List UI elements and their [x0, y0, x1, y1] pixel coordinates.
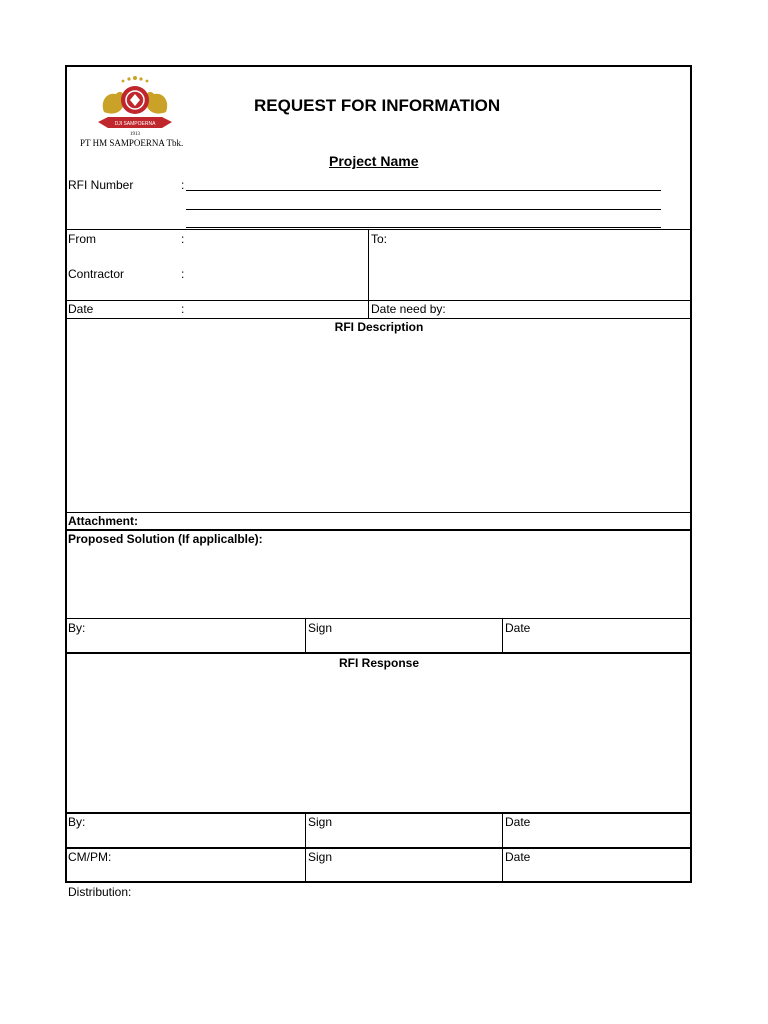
divider — [502, 618, 503, 653]
divider — [66, 318, 692, 319]
date-colon: : — [181, 302, 185, 316]
rfi-number-line-2[interactable] — [186, 209, 661, 210]
date-label: Date — [68, 302, 94, 316]
proposed-solution-area[interactable] — [67, 548, 691, 616]
divider — [66, 652, 692, 654]
divider — [66, 512, 692, 513]
divider — [368, 229, 369, 318]
svg-text:1913: 1913 — [130, 132, 140, 137]
rfi-number-colon: : — [181, 178, 185, 192]
divider — [66, 300, 692, 301]
sign-label: Sign — [308, 815, 333, 829]
rfi-number-label: RFI Number — [68, 178, 134, 192]
rfi-description-heading: RFI Description — [334, 320, 424, 334]
proposed-solution-label: Proposed Solution (If applicalble): — [68, 532, 263, 546]
by-label: By: — [68, 621, 86, 635]
from-colon: : — [181, 232, 185, 246]
date-col-label: Date — [505, 815, 531, 829]
company-name: PT HM SAMPOERNA Tbk. — [80, 138, 184, 148]
rfi-number-line-1[interactable] — [186, 190, 661, 191]
by-label: By: — [68, 815, 86, 829]
divider — [66, 847, 692, 849]
rfi-description-area[interactable] — [67, 336, 691, 511]
attachment-label: Attachment: — [68, 514, 139, 528]
divider — [66, 229, 692, 230]
contractor-colon: : — [181, 267, 185, 281]
sign-label: Sign — [308, 850, 333, 864]
rfi-number-line-3[interactable] — [186, 227, 661, 228]
from-label: From — [68, 232, 96, 246]
sign-label: Sign — [308, 621, 333, 635]
date-col-label: Date — [505, 621, 531, 635]
company-logo — [92, 72, 178, 138]
distribution-label: Distribution: — [68, 885, 132, 899]
divider — [305, 618, 306, 653]
svg-text:DJI SAMPOERNA: DJI SAMPOERNA — [114, 121, 156, 127]
divider — [66, 618, 692, 619]
form-title: REQUEST FOR INFORMATION — [254, 96, 501, 115]
contractor-label: Contractor — [68, 267, 125, 281]
cmpm-label: CM/PM: — [68, 850, 112, 864]
divider — [66, 812, 692, 814]
project-name: Project Name — [329, 153, 419, 169]
divider — [66, 529, 692, 531]
date-col-label: Date — [505, 850, 531, 864]
rfi-response-area[interactable] — [67, 672, 691, 810]
to-label: To: — [371, 232, 388, 246]
date-need-label: Date need by: — [371, 302, 446, 316]
rfi-response-heading: RFI Response — [338, 656, 419, 670]
